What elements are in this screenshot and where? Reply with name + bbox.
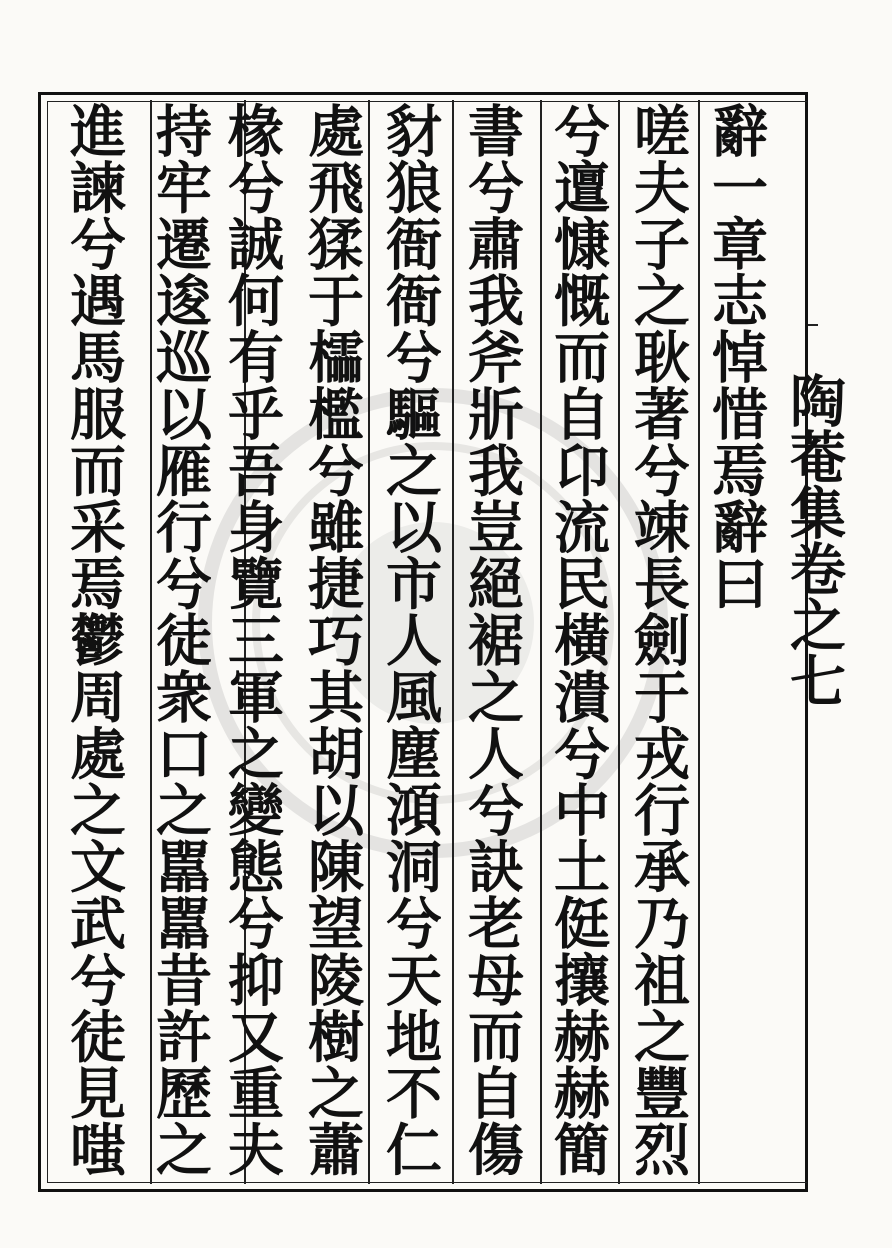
text-column-1: 辭一章志悼惜焉辭曰 [703,102,769,612]
column-rule [368,100,370,1184]
column-rule [540,100,542,1184]
text-column-6: 處飛猱于櫺檻兮雖捷巧其胡以陳望陵樹之蕭 [299,102,365,1178]
fold-margin-title: 陶菴集卷之七 [781,372,847,708]
text-column-7: 椽兮誠何有乎吾身覽三軍之變態兮抑又重夫 [219,102,285,1178]
column-rule [452,100,454,1184]
column-rule [698,100,700,1184]
text-column-5: 豺狼衙衙兮驅之以市人風塵澒洞兮天地不仁 [377,102,443,1178]
column-rule [618,100,620,1184]
text-column-8: 持牢遷逡巡以雁行兮徒衆口之嚚嚚昔許歷之 [147,102,213,1178]
text-column-2: 嗟夫子之耿著兮竦長劍于戎行承乃祖之豐烈 [625,102,691,1178]
fold-margin-mark [808,324,818,326]
text-column-4: 書兮肅我斧斨我豈絕裾之人兮訣老母而自傷 [459,102,525,1178]
text-column-3: 兮邅慷慨而自卬流民橫潰兮中土侹攘赫赫簡 [545,102,611,1178]
text-column-9: 進諫兮遇馬服而采焉鬱周處之文武兮徒見嗤 [61,102,127,1178]
